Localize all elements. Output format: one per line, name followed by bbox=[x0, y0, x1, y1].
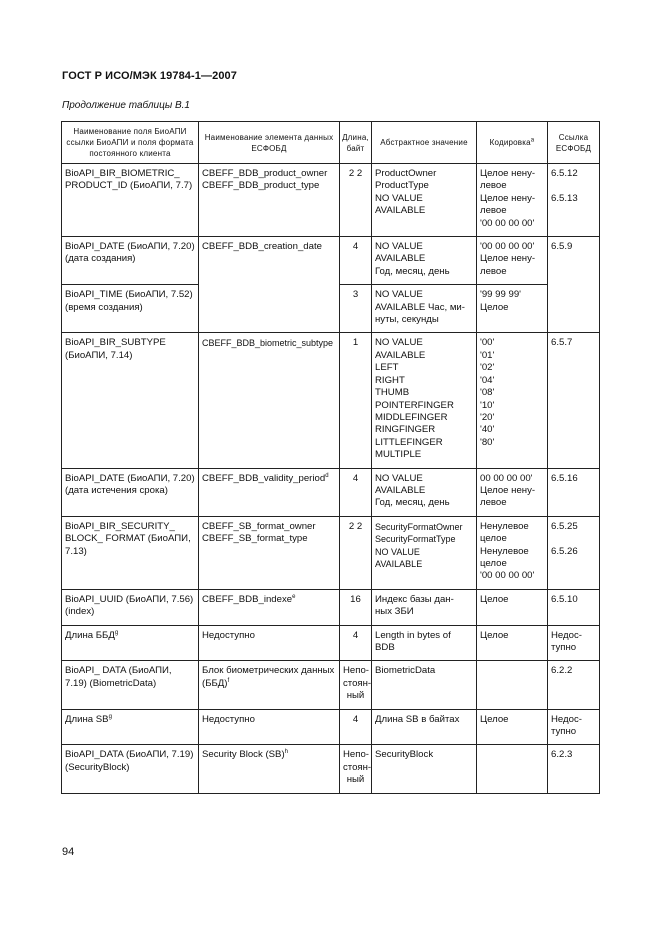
page-number: 94 bbox=[62, 846, 75, 858]
length-cell: Непо- стоян- ный bbox=[340, 661, 372, 709]
abstract-value-cell: NO VALUE AVAILABLE Год, месяц, день bbox=[372, 468, 477, 516]
cbeff-element-cell: Недоступно bbox=[199, 625, 340, 661]
encoding-cell: '00' '01' '02' '04' '08' '10' '20' '40' '80' bbox=[477, 333, 548, 468]
table-header-row bbox=[62, 122, 600, 164]
table-row bbox=[62, 745, 600, 793]
table-row bbox=[62, 661, 600, 709]
encoding-cell: Ненулевое целое Ненулевое целое '00 00 00 00' bbox=[477, 516, 548, 589]
encoding-cell: Целое нену- левое Целое нену- левое '00 00 00 00' bbox=[477, 164, 548, 237]
length-cell: 4 bbox=[340, 468, 372, 516]
cbeff-ref-cell: 6.5.9 bbox=[548, 237, 600, 333]
table-row bbox=[62, 589, 600, 625]
bioapi-field-cell: BioAPI_DATE (БиоАПИ, 7.20) (дата истечения срока) bbox=[62, 468, 199, 516]
standard-designation: ГОСТ Р ИСО/МЭК 19784-1—2007 bbox=[62, 70, 237, 82]
cbeff-ref-cell: Недос- тупно bbox=[548, 709, 600, 745]
bioapi-field-cell: BioAPI_ DATA (БиоАПИ, 7.19) (BiometricData) bbox=[62, 661, 199, 709]
table-row bbox=[62, 237, 600, 285]
cbeff-ref-cell: 6.5.16 bbox=[548, 468, 600, 516]
abstract-value-cell: Length in bytes of BDB bbox=[372, 625, 477, 661]
cbeff-element-cell: Security Block (SB)$^h$ bbox=[199, 745, 340, 793]
length-cell: 2 2 bbox=[340, 164, 372, 237]
abstract-value-cell: NO VALUE AVAILABLE Год, месяц, день bbox=[372, 237, 477, 285]
col-header-cbeff-element: Наименование элемента данных ЕСФОБД bbox=[199, 122, 340, 164]
encoding-cell: Целое bbox=[477, 709, 548, 745]
table-row bbox=[62, 625, 600, 661]
cbeff-element-cell: Блок биометрических данных (ББД)$^f$ bbox=[199, 661, 340, 709]
length-cell: 4 bbox=[340, 625, 372, 661]
cbeff-ref-cell: 6.5.12 6.5.13 bbox=[548, 164, 600, 237]
bioapi-field-cell: BioAPI_TIME (БиоАПИ, 7.52) (время создания) bbox=[62, 285, 199, 333]
bioapi-field-cell: BioAPI_BIR_BIOMETRIC_ PRODUCT_ID (БиоАПИ, 7.7) bbox=[62, 164, 199, 237]
table-row bbox=[62, 468, 600, 516]
bioapi-field-cell: BioAPI_BIR_SECURITY_ BLOCK_ FORMAT (БиоАПИ, 7.13) bbox=[62, 516, 199, 589]
abstract-value-cell: Длина SB в байтах bbox=[372, 709, 477, 745]
length-cell: 3 bbox=[340, 285, 372, 333]
abstract-value-cell: NO VALUE AVAILABLE LEFT RIGHT THUMB POINTERFINGER MIDDLEFINGER RINGFINGER LITTLEFINGER MULTIPLE bbox=[372, 333, 477, 468]
cbeff-ref-cell: 6.5.7 bbox=[548, 333, 600, 468]
bioapi-field-cell: Длина ББД$^g$ bbox=[62, 625, 199, 661]
abstract-value-cell: SecurityFormatOwner SecurityFormatType NO VALUE AVAILABLE bbox=[372, 516, 477, 589]
table-row bbox=[62, 516, 600, 589]
cbeff-ref-cell: 6.5.10 bbox=[548, 589, 600, 625]
length-cell: Непо- стоян- ный bbox=[340, 745, 372, 793]
cbeff-element-cell: CBEFF_BDB_validity_period$^d$ bbox=[199, 468, 340, 516]
col-header-encoding: Кодировка$^a$ bbox=[477, 122, 548, 164]
cbeff-element-cell: CBEFF_BDB_creation_date bbox=[199, 237, 340, 333]
bioapi-field-cell: BioAPI_DATA (БиоАПИ, 7.19) (SecurityBlock) bbox=[62, 745, 199, 793]
col-header-length: Длина, байт bbox=[340, 122, 372, 164]
bioapi-field-cell: Длина $SB^g$ bbox=[62, 709, 199, 745]
encoding-cell bbox=[477, 745, 548, 793]
col-header-cbeff-ref: Ссылка ЕСФОБД bbox=[548, 122, 600, 164]
bioapi-field-cell: BioAPI_BIR_SUBTYPE (БиоАПИ, 7.14) bbox=[62, 333, 199, 468]
encoding-cell: Целое bbox=[477, 589, 548, 625]
abstract-value-cell: BiometricData bbox=[372, 661, 477, 709]
cbeff-element-cell: CBEFF_BDB_indexe$^e$ bbox=[199, 589, 340, 625]
cbeff-element-cell: CBEFF_SB_format_owner CBEFF_SB_format_type bbox=[199, 516, 340, 589]
length-cell: 16 bbox=[340, 589, 372, 625]
cbeff-ref-cell: 6.5.25 6.5.26 bbox=[548, 516, 600, 589]
length-cell: 1 bbox=[340, 333, 372, 468]
length-cell: 2 2 bbox=[340, 516, 372, 589]
abstract-value-cell: NO VALUE AVAILABLE Час, ми- нуты, секунды bbox=[372, 285, 477, 333]
encoding-cell: '99 99 99' Целое bbox=[477, 285, 548, 333]
length-cell: 4 bbox=[340, 709, 372, 745]
table-row bbox=[62, 333, 600, 468]
cbeff-element-cell: CBEFF_BDB_biometric_subtype bbox=[199, 333, 340, 468]
data-elements-table bbox=[61, 121, 600, 794]
encoding-cell: 00 00 00 00' Целое нену- левое bbox=[477, 468, 548, 516]
encoding-cell bbox=[477, 661, 548, 709]
cbeff-element-cell: CBEFF_BDB_product_owner CBEFF_BDB_product_type bbox=[199, 164, 340, 237]
col-header-abstract-value: Абстрактное значение bbox=[372, 122, 477, 164]
abstract-value-cell: SecurityBlock bbox=[372, 745, 477, 793]
bioapi-field-cell: BioAPI_DATE (БиоАПИ, 7.20) (дата создания) bbox=[62, 237, 199, 285]
encoding-cell: '00 00 00 00' Целое нену- левое bbox=[477, 237, 548, 285]
abstract-value-cell: Индекс базы дан- ных ЗБИ bbox=[372, 589, 477, 625]
cbeff-ref-cell: 6.2.2 bbox=[548, 661, 600, 709]
cbeff-element-cell: Недоступно bbox=[199, 709, 340, 745]
col-header-bioapi-field: Наименование поля БиоАПИ ссылки БиоАПИ и поля формата постоянного клиента bbox=[62, 122, 199, 164]
cbeff-ref-cell: Недос- тупно bbox=[548, 625, 600, 661]
bioapi-field-cell: BioAPI_UUID (БиоАПИ, 7.56) (index) bbox=[62, 589, 199, 625]
table-row bbox=[62, 164, 600, 237]
table-row bbox=[62, 709, 600, 745]
cbeff-ref-cell: 6.2.3 bbox=[548, 745, 600, 793]
table-continuation-caption: Продолжение таблицы В.1 bbox=[62, 100, 190, 111]
encoding-cell: Целое bbox=[477, 625, 548, 661]
length-cell: 4 bbox=[340, 237, 372, 285]
abstract-value-cell: ProductOwner ProductType NO VALUE AVAILABLE bbox=[372, 164, 477, 237]
